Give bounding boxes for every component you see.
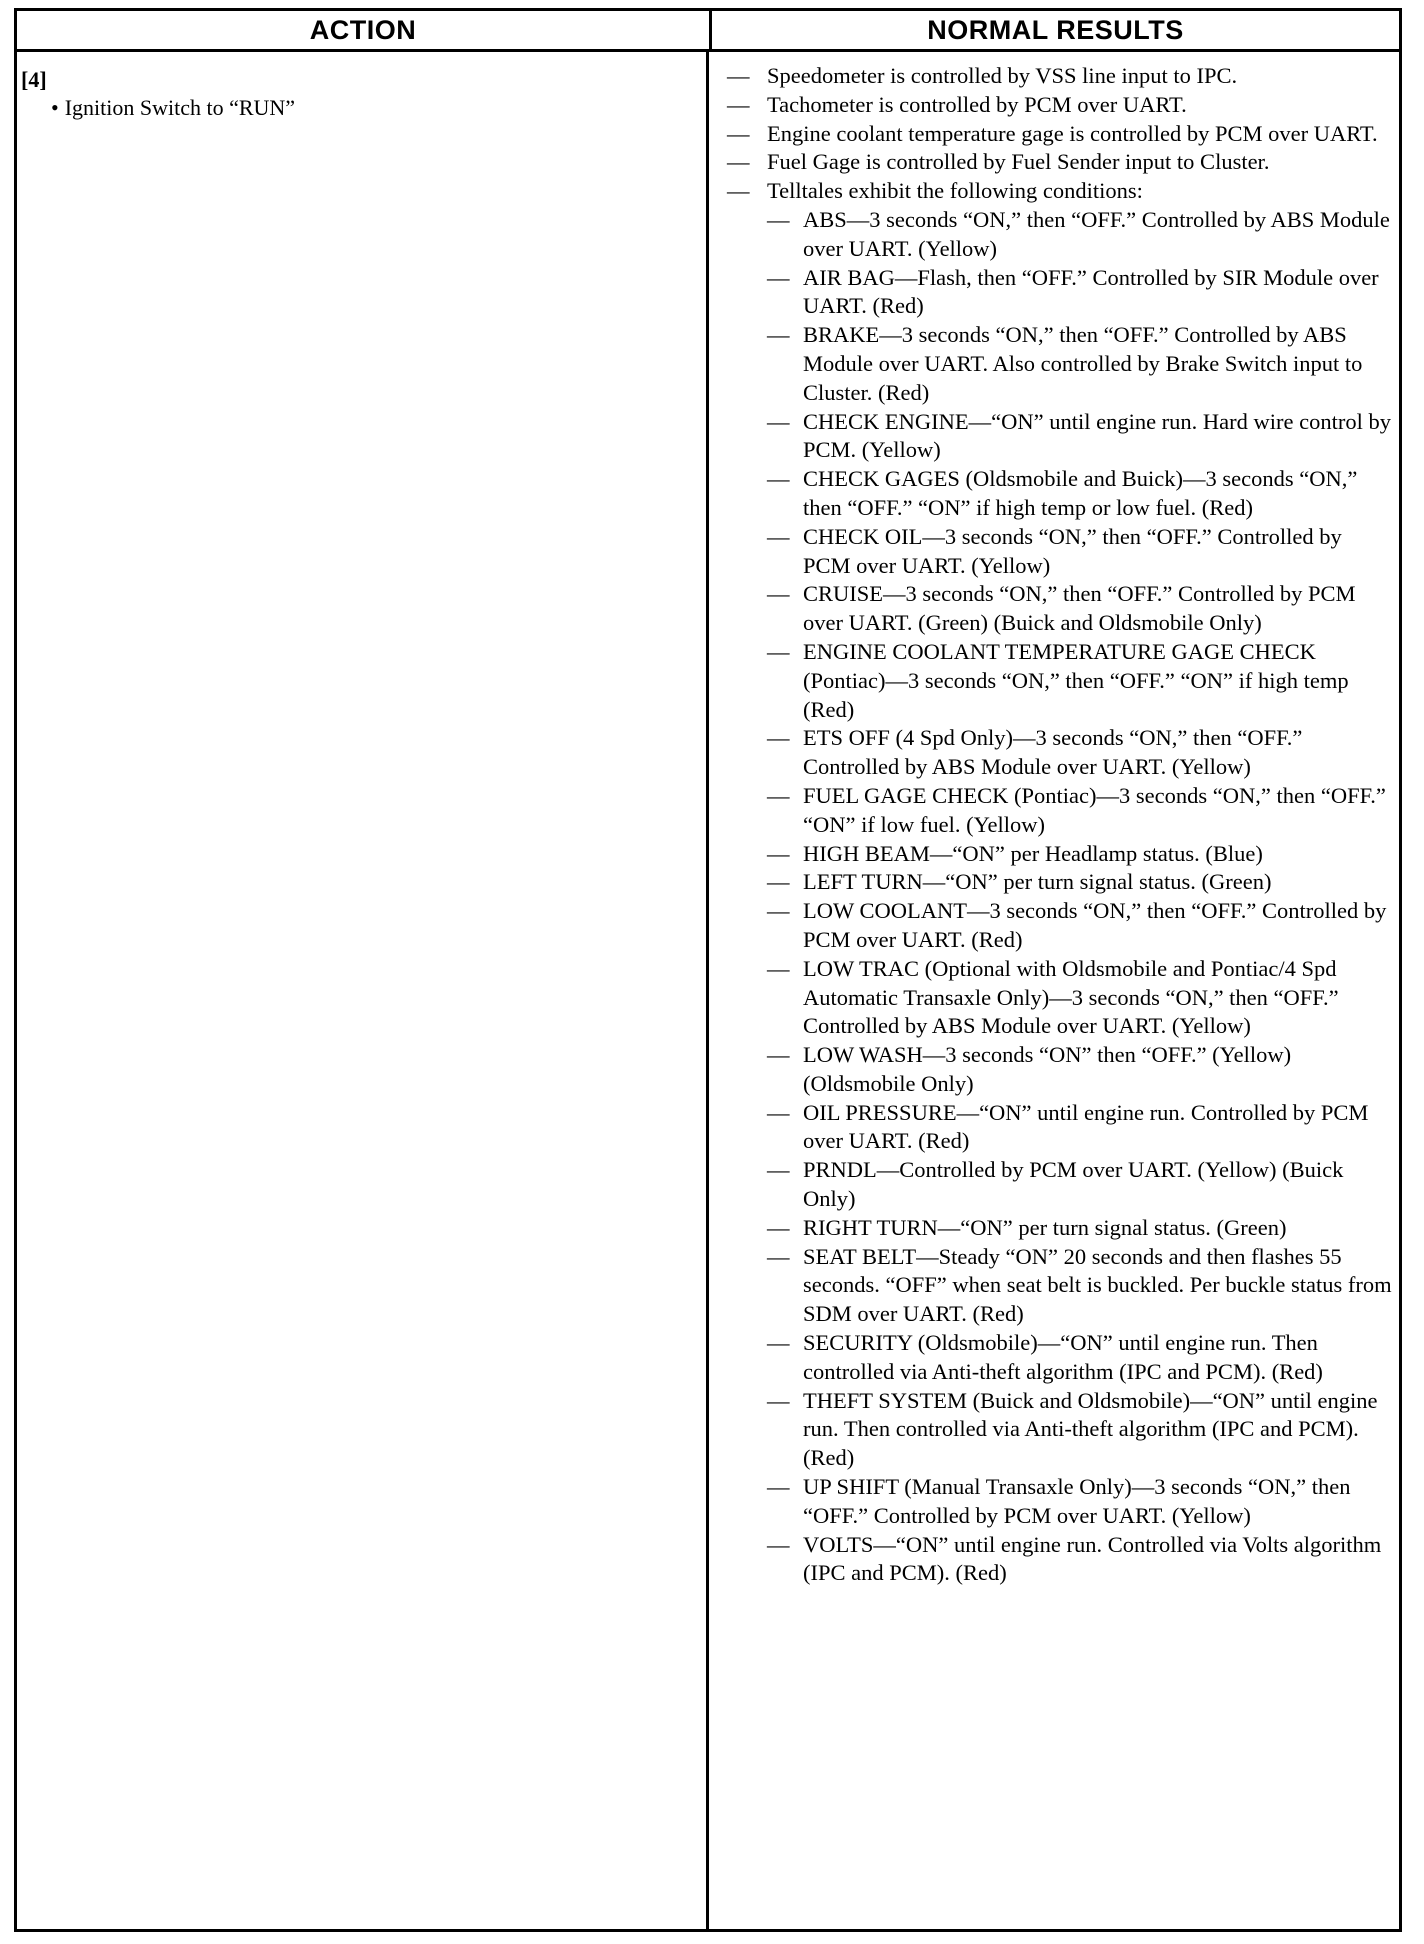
bullet-icon: • (51, 95, 59, 120)
dash-icon: — (767, 523, 790, 549)
telltale-item (727, 638, 1393, 724)
telltale-item (727, 897, 1393, 955)
dash-icon: — (767, 898, 790, 924)
results-list (727, 62, 1393, 206)
telltale-text: SEAT BELT—Steady “ON” 20 seconds and then flashes 55 seconds. “OFF” when seat belt is buckled. Per buckle status from SDM over UART. (Red) (803, 1243, 1392, 1327)
telltale-item (727, 465, 1393, 523)
dash-icon: — (767, 840, 790, 866)
telltale-text: LOW COOLANT—3 seconds “ON,” then “OFF.” Controlled by PCM over UART. (Red) (803, 898, 1387, 952)
result-item (727, 120, 1393, 149)
dash-icon: — (767, 322, 790, 348)
action-cell (17, 52, 709, 1929)
telltale-text: LOW TRAC (Optional with Oldsmobile and Pontiac/4 Spd Automatic Transaxle Only)—3 seconds “ON,” then “OFF.” Controlled by ABS Module over UART. (Yellow) (803, 955, 1339, 1039)
dash-icon: — (727, 91, 750, 117)
table-body-row (17, 52, 1399, 1929)
dash-icon: — (767, 581, 790, 607)
dash-icon: — (727, 149, 750, 175)
dash-icon: — (767, 408, 790, 434)
telltale-item (727, 955, 1393, 1041)
result-text: Telltales exhibit the following conditions: (767, 178, 1143, 204)
result-item (727, 177, 1393, 206)
telltale-text: BRAKE—3 seconds “ON,” then “OFF.” Controlled by ABS Module over UART. Also controlled by Brake Switch input to Cluster. (Red) (803, 322, 1363, 405)
dash-icon: — (767, 206, 790, 232)
dash-icon: — (727, 178, 750, 204)
dash-icon: — (767, 1330, 790, 1356)
telltale-text: ETS OFF (4 Spd Only)—3 seconds “ON,” then “OFF.” Controlled by ABS Module over UART. (Yellow) (803, 725, 1303, 780)
dash-icon: — (767, 1042, 790, 1068)
dash-icon: — (727, 120, 750, 146)
telltale-item (727, 1243, 1393, 1329)
dash-icon: — (767, 1099, 790, 1125)
header-action: ACTION (17, 11, 712, 49)
dash-icon: — (767, 264, 790, 290)
results-table (14, 8, 1402, 1932)
dash-icon: — (767, 869, 790, 895)
telltale-text: PRNDL—Controlled by PCM over UART. (Yellow) (Buick Only) (803, 1157, 1344, 1212)
telltale-item (727, 408, 1393, 466)
action-item-text: Ignition Switch to “RUN” (64, 95, 296, 120)
telltale-item (727, 1156, 1393, 1214)
dash-icon: — (767, 1157, 790, 1183)
telltale-item (727, 1473, 1393, 1531)
header-normal-results: NORMAL RESULTS (927, 14, 1184, 45)
result-text: Fuel Gage is controlled by Fuel Sender input to Cluster. (767, 149, 1270, 175)
dash-icon: — (767, 782, 790, 808)
result-text: Speedometer is controlled by VSS line input to IPC. (767, 63, 1238, 88)
telltale-item (727, 206, 1393, 264)
telltale-text: UP SHIFT (Manual Transaxle Only)—3 seconds “ON,” then “OFF.” Controlled by PCM over UART. (Yellow) (803, 1474, 1351, 1528)
result-item (727, 148, 1393, 177)
results-cell (709, 52, 1399, 1929)
dash-icon: — (767, 1474, 790, 1500)
table-header (17, 11, 1399, 52)
dash-icon: — (767, 1387, 790, 1413)
result-text: Engine coolant temperature gage is controlled by PCM over UART. (767, 120, 1378, 146)
telltale-text: CHECK GAGES (Oldsmobile and Buick)—3 seconds “ON,” then “OFF.” “ON” if high temp or low fuel. (Red) (803, 466, 1358, 520)
telltale-text: LEFT TURN—“ON” per turn signal status. (Green) (803, 869, 1272, 895)
telltale-text: OIL PRESSURE—“ON” until engine run. Controlled by PCM over UART. (Red) (803, 1099, 1369, 1154)
telltale-item (727, 523, 1393, 581)
step-number: [4] (21, 67, 47, 92)
telltale-text: CHECK ENGINE—“ON” until engine run. Hard wire control by PCM. (Yellow) (803, 408, 1391, 463)
telltale-item (727, 782, 1393, 840)
telltale-text: HIGH BEAM—“ON” per Headlamp status. (Blue) (803, 840, 1263, 866)
result-text: Tachometer is controlled by PCM over UART. (767, 91, 1187, 117)
telltale-text: SECURITY (Oldsmobile)—“ON” until engine run. Then controlled via Anti-theft algorithm (IPC and PCM). (Red) (803, 1330, 1323, 1384)
dash-icon: — (767, 725, 790, 751)
telltale-item (727, 724, 1393, 782)
telltale-item (727, 1329, 1393, 1387)
result-item (727, 62, 1393, 91)
telltale-text: LOW WASH—3 seconds “ON” then “OFF.” (Yellow) (Oldsmobile Only) (803, 1042, 1292, 1096)
telltale-item (727, 840, 1393, 869)
telltale-text: ENGINE COOLANT TEMPERATURE GAGE CHECK (Pontiac)—3 seconds “ON,” then “OFF.” “ON” if high temp (Red) (803, 638, 1349, 722)
telltale-item (727, 1214, 1393, 1243)
telltale-item (727, 321, 1393, 407)
action-item (21, 94, 706, 122)
telltale-list (727, 206, 1393, 1588)
telltale-item (727, 1099, 1393, 1157)
dash-icon: — (727, 63, 750, 88)
telltale-text: CHECK OIL—3 seconds “ON,” then “OFF.” Controlled by PCM over UART. (Yellow) (803, 523, 1342, 578)
telltale-text: RIGHT TURN—“ON” per turn signal status. (Green) (803, 1214, 1287, 1240)
telltale-item (727, 868, 1393, 897)
dash-icon: — (767, 955, 790, 981)
telltale-text: VOLTS—“ON” until engine run. Controlled via Volts algorithm (IPC and PCM). (Red) (803, 1531, 1382, 1586)
telltale-text: CRUISE—3 seconds “ON,” then “OFF.” Controlled by PCM over UART. (Green) (Buick and Oldsmobile Only) (803, 581, 1356, 636)
result-item (727, 91, 1393, 120)
telltale-text: AIR BAG—Flash, then “OFF.” Controlled by SIR Module over UART. (Red) (803, 264, 1379, 319)
dash-icon: — (767, 1214, 790, 1240)
telltale-item (727, 1041, 1393, 1099)
telltale-item (727, 1531, 1393, 1589)
dash-icon: — (767, 638, 790, 664)
telltale-text: THEFT SYSTEM (Buick and Oldsmobile)—“ON” until engine run. Then controlled via Anti-theft algorithm (IPC and PCM). (Red) (803, 1387, 1378, 1471)
telltale-text: FUEL GAGE CHECK (Pontiac)—3 seconds “ON,” then “OFF.” “ON” if low fuel. (Yellow) (803, 782, 1386, 837)
telltale-item (727, 1387, 1393, 1473)
dash-icon: — (767, 1531, 790, 1557)
dash-icon: — (767, 466, 790, 492)
dash-icon: — (767, 1243, 790, 1269)
telltale-text: ABS—3 seconds “ON,” then “OFF.” Controlled by ABS Module over UART. (Yellow) (803, 206, 1390, 261)
telltale-item (727, 580, 1393, 638)
telltale-item (727, 264, 1393, 322)
